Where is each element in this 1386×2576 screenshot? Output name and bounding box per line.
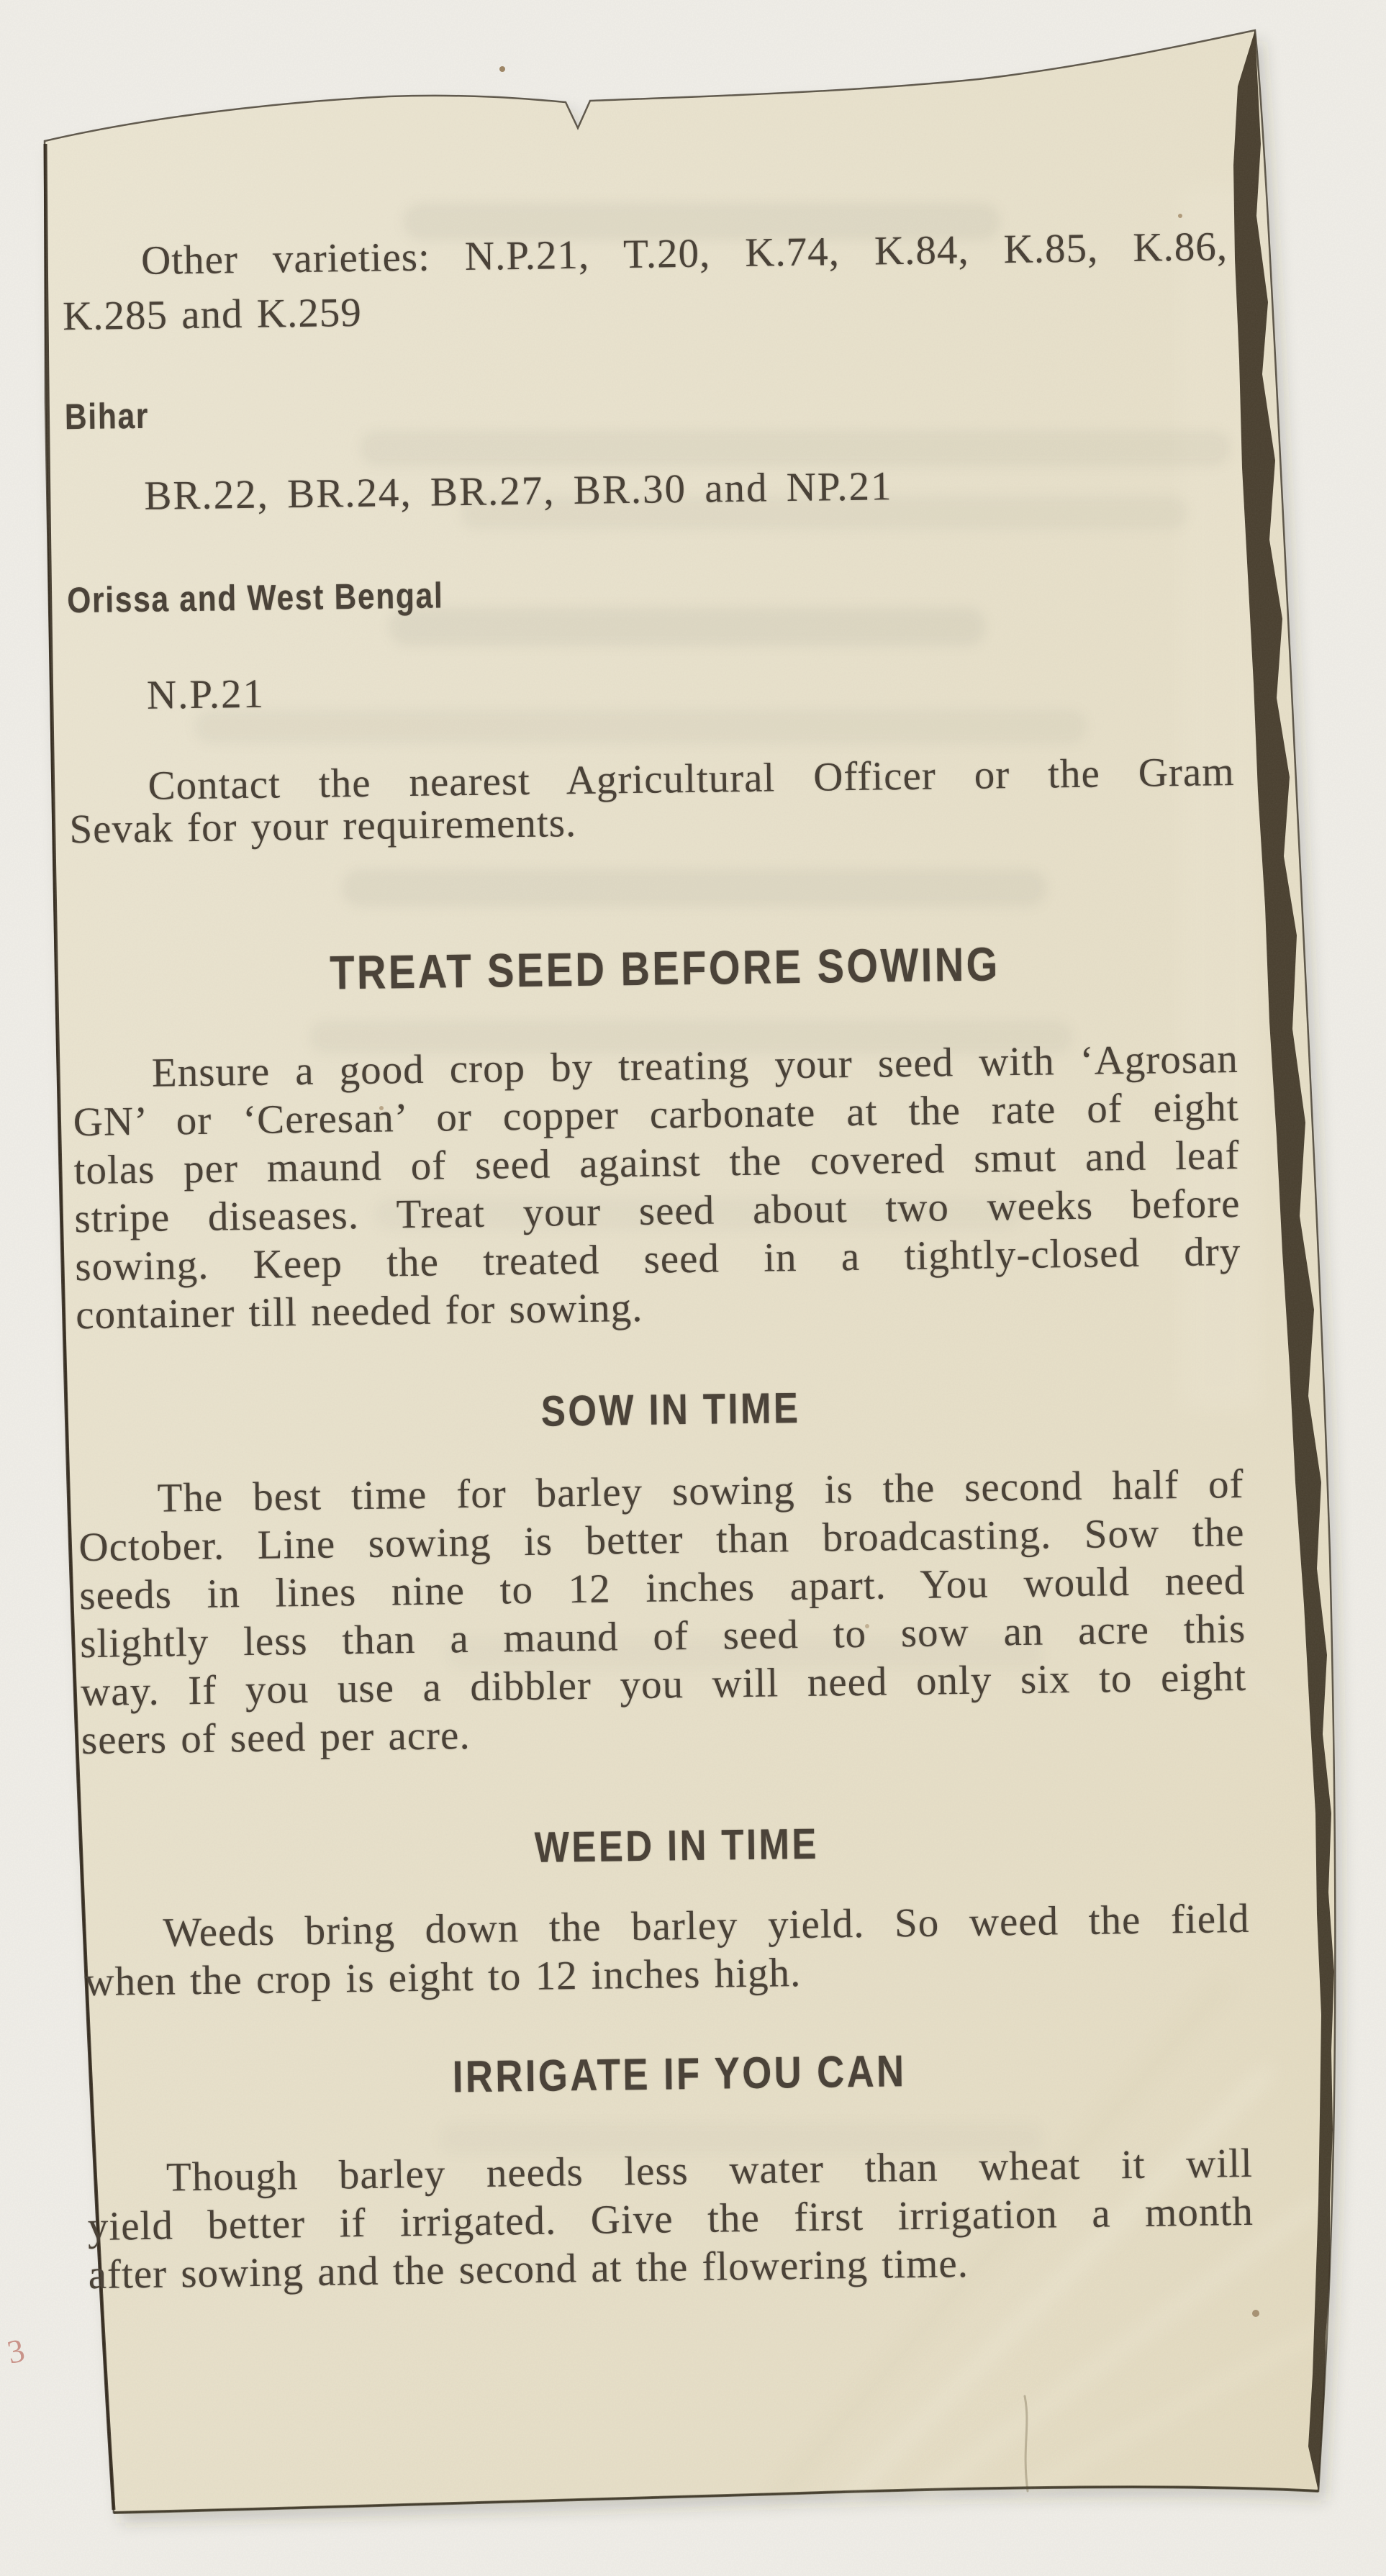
heading-text: SOW IN TIME — [540, 1384, 801, 1436]
section-heading-sow-in-time — [88, 1377, 1254, 1442]
heading-text: IRRIGATE IF YOU CAN — [452, 2046, 907, 2103]
body-line: Ensure a good crop by treating your seed with ‘Agrosan — [151, 1036, 1239, 1096]
body-line-contact: Contact the nearest Agricultural Officer or the Gram — [148, 749, 1235, 809]
body-line: yield better if irrigated. Give the first irrigation a month — [87, 2188, 1254, 2250]
heading-text: Bihar — [64, 395, 150, 437]
section-heading-irrigate — [96, 2041, 1263, 2108]
body-line: when the crop is eight to 12 inches high. — [84, 1950, 802, 2005]
body-line-other-varieties: Other varieties: N.P.21, T.20, K.74, K.84, K.85, K.86, — [140, 224, 1228, 284]
body-line: Though barley needs less water than wheat it will — [166, 2140, 1254, 2200]
body-line: Weeds bring down the barley yield. So weed the field — [163, 1895, 1250, 1956]
body-line: way. If you use a dibbler you will need only six to eight — [80, 1654, 1247, 1715]
body-line: GN’ or ‘Ceresan’ or copper carbonate at the rate of eight — [73, 1084, 1240, 1146]
body-line: tolas per maund of seed against the covered smut and leaf — [73, 1133, 1240, 1194]
body-line: The best time for barley sowing is the second half of — [157, 1461, 1244, 1521]
section-heading-treat-seed — [82, 934, 1249, 1004]
body-line-contact-2: Sevak for your requirements. — [69, 800, 577, 853]
body-line: stripe diseases. Treat your seed about two weeks before — [74, 1180, 1241, 1242]
region-heading-bihar — [64, 390, 164, 442]
variety-list-bihar: BR.22, BR.24, BR.27, BR.30 and NP.21 — [143, 463, 893, 519]
body-line: after sowing and the second at the flowering time. — [88, 2241, 969, 2298]
body-line: October. Line sowing is better than broadcasting. Sow the — [78, 1509, 1245, 1571]
region-heading-orissa-west-bengal — [67, 569, 510, 625]
heading-text: WEED IN TIME — [534, 1819, 819, 1872]
heading-text: TREAT SEED BEFORE SOWING — [329, 937, 1001, 999]
body-line: slightly less than a maund of seed to sow an acre this — [79, 1605, 1246, 1667]
body-line: seers of seed per acre. — [81, 1713, 471, 1764]
section-heading-weed-in-time — [94, 1813, 1260, 1878]
body-line: container till needed for sowing. — [75, 1284, 643, 1338]
body-line-other-varieties-2: K.285 and K.259 — [62, 289, 363, 340]
heading-text: Orissa and West Bengal — [66, 575, 444, 621]
body-line: seeds in lines nine to 12 inches apart. You would need — [78, 1557, 1246, 1619]
variety-list-orissa: N.P.21 — [146, 671, 266, 718]
body-line: sowing. Keep the treated seed in a tightly-closed dry — [74, 1228, 1241, 1290]
